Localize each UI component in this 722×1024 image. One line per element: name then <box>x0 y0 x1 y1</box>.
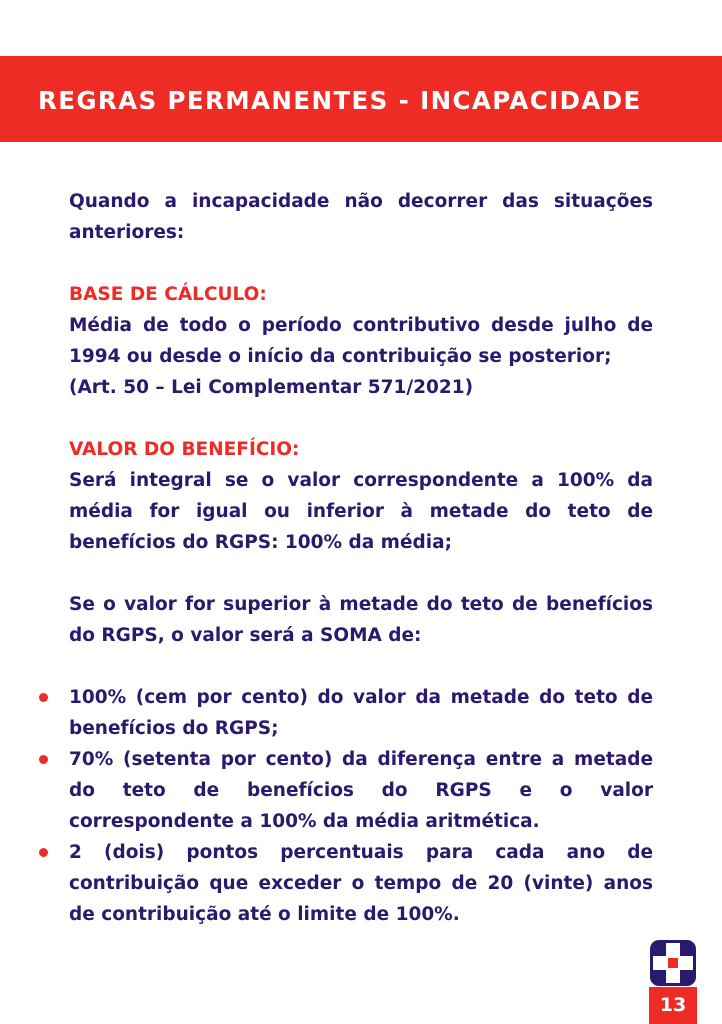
list-item-text: 100% (cem por cento) do valor da metade do teto de benefícios do RGPS; <box>69 687 653 739</box>
base-calculo-heading: BASE DE CÁLCULO: <box>69 284 267 305</box>
bullet-dot-icon <box>39 848 48 857</box>
spacer <box>69 403 653 434</box>
list-item-text: 2 (dois) pontos percentuais para cada ano de contribuição que exceder o tempo de 20 (vinte) anos de contribuição até o limite de 100%. <box>69 842 653 925</box>
spacer <box>69 558 653 589</box>
main-content <box>69 186 653 930</box>
valor-beneficio-heading: VALOR DO BENEFÍCIO: <box>69 439 300 460</box>
base-calculo-reference: (Art. 50 – Lei Complementar 571/2021) <box>69 377 474 398</box>
intro-paragraph: Quando a incapacidade não decorrer das situações anteriores: <box>69 191 653 243</box>
base-calculo-text: Média de todo o período contributivo desde julho de 1994 ou desde o início da contribuição se posterior; <box>69 315 653 367</box>
medical-cross-logo-icon <box>650 940 696 986</box>
page-title: REGRAS PERMANENTES - INCAPACIDADE <box>38 86 642 115</box>
spacer <box>69 248 653 279</box>
bullet-dot-icon <box>39 755 48 764</box>
list-item <box>69 682 653 744</box>
list-item-text: 70% (setenta por cento) da diferença entre a metade do teto de benefícios do RGPS e o valor correspondente a 100% da média aritmética. <box>69 749 653 832</box>
valor-beneficio-text: Será integral se o valor correspondente a 100% da média for igual ou inferior à metade do teto de benefícios do RGPS: 100% da média; <box>69 470 653 553</box>
superior-paragraph: Se o valor for superior à metade do teto de benefícios do RGPS, o valor será a SOMA de: <box>69 594 653 646</box>
list-item <box>69 837 653 930</box>
soma-list <box>69 682 653 930</box>
list-item <box>69 744 653 837</box>
bullet-dot-icon <box>39 693 48 702</box>
page-number-box <box>649 987 697 1024</box>
page-number: 13 <box>659 994 687 1016</box>
spacer <box>69 651 653 682</box>
